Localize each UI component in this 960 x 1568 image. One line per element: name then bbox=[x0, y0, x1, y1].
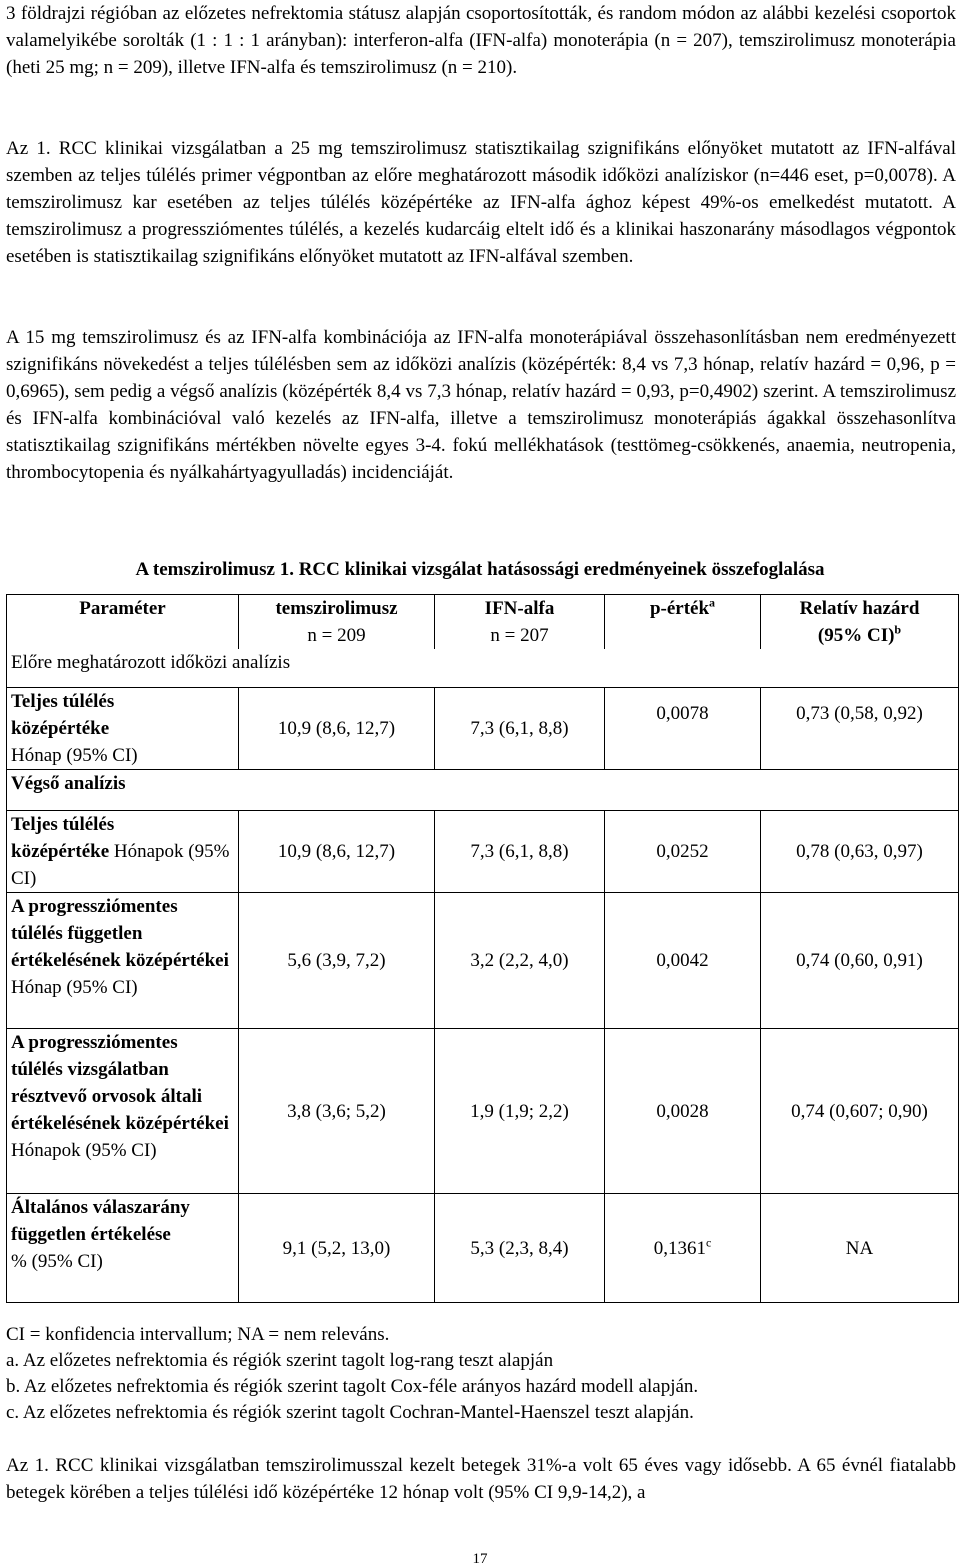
row-p-value: 0,0028 bbox=[605, 1029, 761, 1194]
row-p-value: 0,0078 bbox=[605, 688, 761, 770]
row-ifn: 3,2 (2,2, 4,0) bbox=[435, 893, 605, 1029]
table-title: A temszirolimusz 1. RCC klinikai vizsgálat hatásossági eredményeinek összefoglalása bbox=[135, 559, 825, 580]
footnote-c: c. Az előzetes nefrektomia és régiók szerint tagolt Cochran-Mantel-Haenszel teszt alapján. bbox=[6, 1402, 694, 1423]
age-paragraph: Az 1. RCC klinikai vizsgálatban temszirolimusszal kezelt betegek 31%-a volt 65 éves vagy idősebb. A 65 évnél fiatalabb betegek körében a teljes túlélési idő középértéke 12 hónap volt (95% CI 9,9-14,2), a bbox=[6, 1455, 956, 1503]
row-p-value: 0,1361$^c$ bbox=[605, 1194, 761, 1303]
row-parameter: Általános válaszarány független értékelése % (95% CI) bbox=[7, 1194, 239, 1303]
row-temsirolimus: 5,6 (3,9, 7,2) bbox=[239, 893, 435, 1029]
row-ifn: 7,3 (6,1, 8,8) bbox=[435, 811, 605, 893]
table-row bbox=[7, 893, 959, 1029]
section-interim: Előre meghatározott időközi analízis bbox=[7, 649, 959, 688]
row-hazard-ratio: 0,73 (0,58, 0,92) bbox=[761, 688, 959, 770]
row-ifn: 1,9 (1,9; 2,2) bbox=[435, 1029, 605, 1194]
table-row bbox=[7, 688, 959, 770]
row-temsirolimus: 3,8 (3,6; 5,2) bbox=[239, 1029, 435, 1194]
row-temsirolimus: 10,9 (8,6, 12,7) bbox=[239, 811, 435, 893]
row-hazard-ratio: NA bbox=[761, 1194, 959, 1303]
combination-paragraph: A 15 mg temszirolimusz és az IFN-alfa kombinációja az IFN-alfa monoterápiával összehasonlításban nem eredményezett szignifikáns növekedést a teljes túlélésben sem az időközi analízis (középérték: 8,4 vs 7,3 hónap, relatív hazárd = 0,96, p = 0,6965), sem pedig a végső analízis (középérték 8,4 vs 7,3 hónap, relatív hazárd = 0,93, p=0,4902) szerint. A temszirolimusz és IFN-alfa kombinációval való kezelés az IFN-alfa, illetve a temszirolimusz monoterápiás ágakkal összehasonlítva statisztikailag szignifikáns mértékben növelte egyes 3-4. fokú mellékhatások (testtömeg-csökkenés, anaemia, neutropenia, thrombocytopenia és nyálkahártyagyulladás) incidenciáját. bbox=[6, 327, 956, 483]
results-paragraph: Az 1. RCC klinikai vizsgálatban a 25 mg temszirolimusz statisztikailag szignifikáns előnyöket mutatott az IFN-alfával szemben az teljes túlélés primer végpontban az előre meghatározott második időközi analíziskor (n=446 eset, p=0,0078). A temszirolimusz kar esetében az teljes túlélés középértéke az IFN-alfa ághoz képest 49%-os emelkedést mutatott. A temszirolimusz a progressziómentes túlélés, a kezelés kudarcáig eltelt idő és a klinikai haszonarány másodlagos végpontok esetében is statisztikailag szignifikáns előnyöket mutatott az IFN-alfával szemben. bbox=[6, 138, 956, 267]
row-parameter: Teljes túlélés középértéke Hónap (95% CI) bbox=[7, 688, 239, 770]
table-header-row bbox=[7, 595, 959, 650]
row-ifn: 7,3 (6,1, 8,8) bbox=[435, 688, 605, 770]
row-p-value: 0,0252 bbox=[605, 811, 761, 893]
row-hazard-ratio: 0,78 (0,63, 0,97) bbox=[761, 811, 959, 893]
header-temsirolimus: temszirolimusz n = 209 bbox=[239, 595, 435, 650]
table-row bbox=[7, 811, 959, 893]
table-row bbox=[7, 1029, 959, 1194]
header-ifn-alfa: IFN-alfa n = 207 bbox=[435, 595, 605, 650]
section-final: Végső analízis bbox=[7, 770, 959, 811]
section-row-final bbox=[7, 770, 959, 811]
row-hazard-ratio: 0,74 (0,60, 0,91) bbox=[761, 893, 959, 1029]
row-parameter: Teljes túlélés középértéke Hónapok (95% CI) bbox=[7, 811, 239, 893]
efficacy-table bbox=[6, 594, 959, 1303]
row-parameter: A progressziómentes túlélés vizsgálatban résztvevő orvosok általi értékelésének középértékei Hónapok (95% CI) bbox=[7, 1029, 239, 1194]
row-ifn: 5,3 (2,3, 8,4) bbox=[435, 1194, 605, 1303]
footnote-b: b. Az előzetes nefrektomia és régiók szerint tagolt Cox-féle arányos hazárd modell alapján. bbox=[6, 1376, 699, 1397]
page-number: 17 bbox=[472, 1551, 488, 1567]
header-parameter: Paraméter bbox=[7, 595, 239, 650]
header-p-value: p-érték$^a$ bbox=[605, 595, 761, 650]
row-temsirolimus: 9,1 (5,2, 13,0) bbox=[239, 1194, 435, 1303]
footnote-ci: CI = konfidencia intervallum; NA = nem releváns. bbox=[6, 1324, 390, 1345]
row-temsirolimus: 10,9 (8,6, 12,7) bbox=[239, 688, 435, 770]
header-hazard-ratio: Relatív hazárd (95% CI)$^b$ bbox=[761, 595, 959, 650]
row-hazard-ratio: 0,74 (0,607; 0,90) bbox=[761, 1029, 959, 1194]
row-parameter: A progressziómentes túlélés független értékelésének középértékei Hónap (95% CI) bbox=[7, 893, 239, 1029]
intro-paragraph: 3 földrajzi régióban az előzetes nefrektomia státusz alapján csoportosították, és random módon az alábbi kezelési csoportok valamelyikébe sorolták (1 : 1 : 1 arányban): interferon-alfa (IFN-alfa) monoterápia (n = 207), temszirolimusz monoterápia (heti 25 mg; n = 209), illetve IFN-alfa és temszirolimusz (n = 210). bbox=[6, 3, 956, 78]
footnote-a: a. Az előzetes nefrektomia és régiók szerint tagolt log-rang teszt alapján bbox=[6, 1350, 554, 1371]
section-row-interim bbox=[7, 649, 959, 688]
row-p-value: 0,0042 bbox=[605, 893, 761, 1029]
table-row bbox=[7, 1194, 959, 1303]
